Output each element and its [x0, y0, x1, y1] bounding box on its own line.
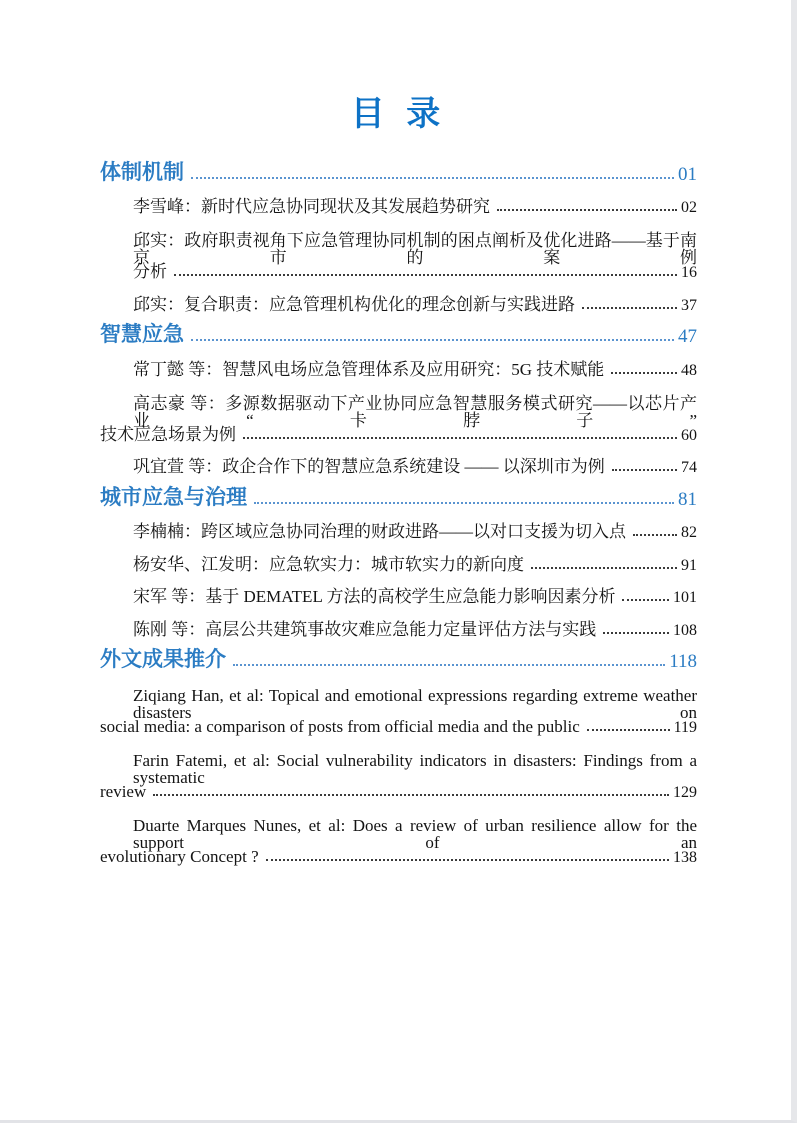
toc-entry-row[interactable] [100, 188, 697, 221]
toc-entry-page-number: 91 [681, 556, 697, 574]
toc-entry-page-number: 119 [673, 719, 697, 736]
toc-entry-row[interactable] [100, 285, 697, 318]
toc-entry-text: 李楠楠：跨区域应急协同治理的财政进路——以对口支援为切入点 [133, 522, 626, 541]
dot-leader [243, 437, 677, 439]
toc-section-row[interactable] [100, 318, 697, 351]
toc-entry-text: social media: a comparison of posts from official media and the public [100, 717, 580, 736]
dot-leader [603, 632, 669, 634]
toc-entry-page-number: 101 [673, 589, 697, 606]
toc-section-text: 智慧应急 [100, 323, 184, 346]
dot-leader [153, 794, 669, 796]
toc-entry-text: 分析 [133, 262, 167, 281]
toc-entry-row[interactable] [100, 513, 697, 546]
toc-entry-row[interactable] [100, 610, 697, 643]
toc-entry-row[interactable] [100, 448, 697, 481]
toc-entry-text: 陈刚 等：高层公共建筑事故灾难应急能力定量评估方法与实践 [133, 619, 597, 639]
toc-entry-row[interactable] [100, 545, 697, 578]
toc-section-row[interactable] [100, 480, 697, 513]
toc-entry-text: 邱实：复合职责：应急管理机构优化的理念创新与实践进路 [133, 294, 575, 314]
dot-leader [633, 534, 677, 536]
toc-entry-page-number: 138 [673, 849, 697, 866]
toc-entry-wrapped-line[interactable]: 高志豪 等：多源数据驱动下产业协同应急智慧服务模式研究——以芯片产业“卡脖子” [133, 393, 697, 430]
toc-section-row[interactable] [100, 643, 697, 676]
toc-entry-row[interactable] [100, 350, 697, 383]
dot-leader [254, 502, 674, 504]
toc-entry-text: 巩宜萱 等：政企合作下的智慧应急系统建设 —— 以深圳市为例 [133, 457, 605, 476]
toc-entry-page-number: 02 [681, 199, 697, 216]
toc-entry-text: 宋军 等：基于 DEMATEL 方法的高校学生应急能力影响因素分析 [133, 587, 616, 606]
toc-entry-wrapped-line[interactable]: 邱实：政府职责视角下应急管理协同机制的困点阐析及优化进路——基于南京市的案例 [133, 231, 697, 267]
toc-section-page-number: 118 [669, 651, 697, 672]
toc-section-row[interactable] [100, 155, 697, 188]
toc-content [100, 86, 697, 870]
dot-leader [531, 567, 677, 569]
toc-section-page-number: 01 [678, 163, 697, 185]
toc-entry-text: review [100, 782, 147, 801]
toc-entry-wrapped-line[interactable]: Ziqiang Han, et al: Topical and emotional expressions regarding extreme weather disasters on [133, 686, 697, 722]
toc-entry-text: 技术应急场景为例 [100, 424, 236, 444]
dot-leader [611, 372, 677, 374]
toc-section-page-number: 81 [678, 488, 697, 510]
toc-entry-row[interactable] [100, 578, 697, 611]
toc-section-text: 城市应急与治理 [100, 485, 247, 509]
dot-leader [174, 274, 677, 276]
toc-entry-text: 李雪峰：新时代应急协同现状及其发展趋势研究 [133, 197, 490, 216]
toc-entry-page-number: 108 [673, 621, 697, 639]
dot-leader [622, 599, 669, 601]
dot-leader [582, 307, 677, 309]
toc-entry-page-number: 48 [681, 361, 697, 379]
dot-leader [612, 469, 677, 471]
dot-leader [587, 729, 670, 731]
dot-leader [266, 859, 669, 861]
toc-entry-page-number: 16 [681, 264, 697, 281]
toc-list [100, 155, 697, 870]
page-title: 目 录 [350, 95, 447, 133]
toc-entry-wrapped-line[interactable]: Duarte Marques Nunes, et al: Does a review of urban resilience allow for the support of an [133, 816, 697, 852]
dot-leader [497, 209, 677, 211]
dot-leader [191, 339, 674, 341]
dot-leader [233, 664, 665, 666]
toc-entry-page-number: 37 [681, 296, 697, 314]
toc-entry-page-number: 74 [681, 459, 697, 476]
toc-section-text: 体制机制 [100, 160, 184, 184]
toc-entry-text: 杨安华、江发明：应急软实力：城市软实力的新向度 [133, 554, 524, 574]
toc-entry-text: evolutionary Concept ? [100, 847, 259, 866]
toc-entry-page-number: 60 [681, 426, 697, 444]
toc-section-page-number: 47 [678, 326, 697, 347]
toc-entry-page-number: 129 [673, 784, 697, 801]
toc-section-text: 外文成果推介 [100, 648, 226, 671]
toc-entry-wrapped-line[interactable]: Farin Fatemi, et al: Social vulnerability indicators in disasters: Findings from a systematic [133, 751, 697, 787]
dot-leader [191, 177, 674, 179]
toc-entry-text: 常丁懿 等：智慧风电场应急管理体系及应用研究：5G 技术赋能 [133, 359, 605, 379]
toc-entry-page-number: 82 [681, 524, 697, 541]
